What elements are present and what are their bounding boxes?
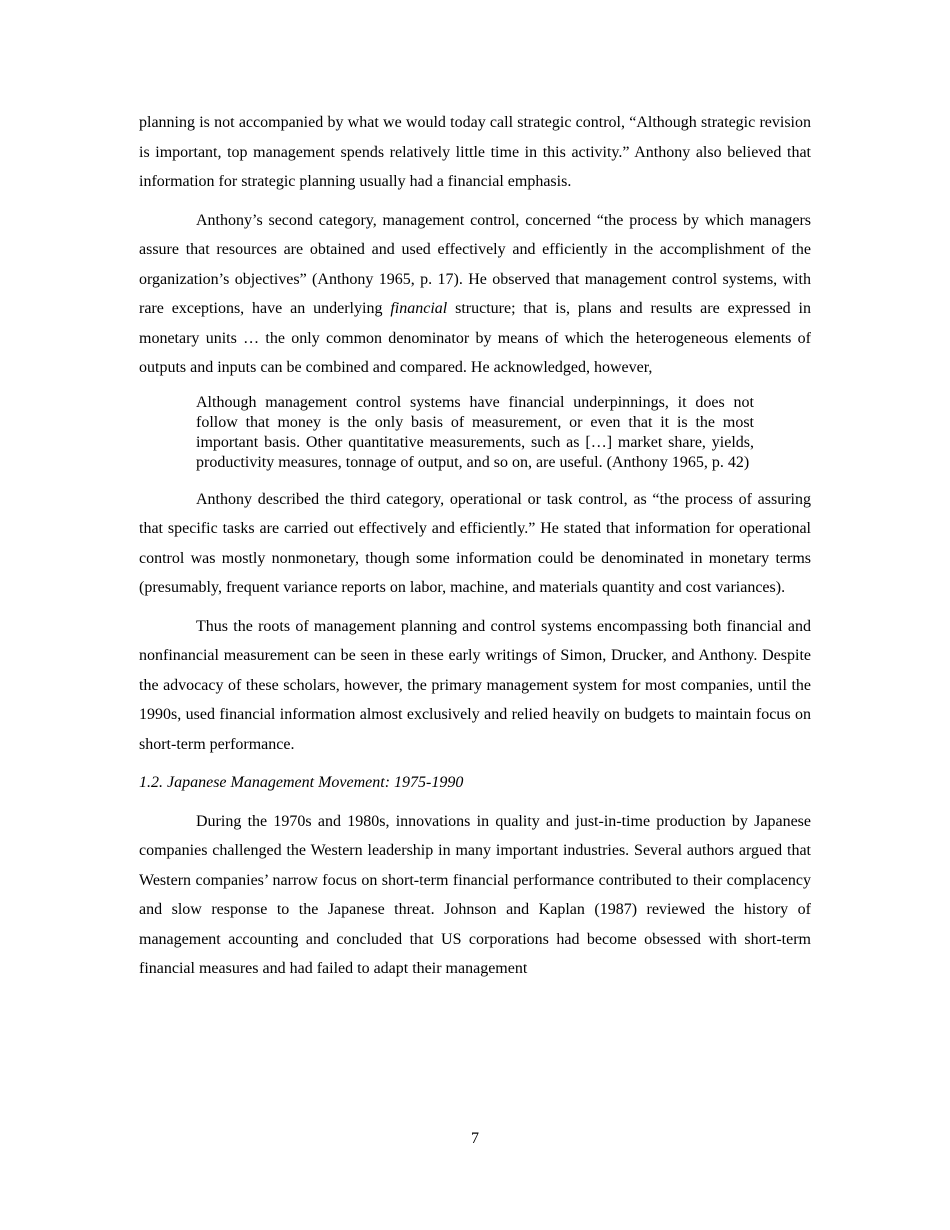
paragraph-text: Anthony’s second category, management control, concerned “the process by which managers assure that resources are obtained and used effectively and efficiently in the accomplishment of the organization’s objectives” (Anthony 1965, p. 17). He observed that management control systems, with rare exceptions, have an underlying — [139, 211, 811, 317]
paragraph-operational-control: Anthony described the third category, operational or task control, as “the process of assuring that specific tasks are carried out effectively and efficiently.” He stated that information for operational control was mostly nonmonetary, though some information could be denominated in monetary terms (presumably, frequent variance reports on labor, machine, and materials quantity and cost variances). — [139, 490, 811, 596]
paragraph-roots: Thus the roots of management planning and control systems encompassing both financial and nonfinancial measurement can be seen in these early writings of Simon, Drucker, and Anthony. Despite the advocacy of these scholars, however, the primary management system for most companies, until the 1990s, used financial information almost exclusively and relied heavily on budgets to maintain focus on short-term performance. — [139, 617, 811, 753]
paragraph-management-control — [139, 206, 811, 383]
paragraph-japanese-movement: During the 1970s and 1980s, innovations in quality and just-in-time production by Japanese companies challenged the Western leadership in many important industries. Several authors argued that Western companies’ narrow focus on short-term financial performance contributed to their complacency and slow response to the Japanese threat. Johnson and Kaplan (1987) reviewed the history of management accounting and concluded that US corporations had become obsessed with short-term financial measures and had failed to adapt their management — [139, 812, 811, 977]
block-quote: Although management control systems have financial underpinnings, it does not follow that money is the only basis of measurement, or even that it is the most important basis. Other quantitative measurements, such as […] market share, yields, productivity measures, tonnage of output, and so on, are useful. (Anthony 1965, p. 42) — [196, 393, 754, 471]
section-heading: 1.2. Japanese Management Movement: 1975-1990 — [139, 774, 464, 791]
document-page — [139, 108, 811, 984]
paragraph-continuation: planning is not accompanied by what we would today call strategic control, “Although strategic revision is important, top management spends relatively little time in this activity.” Anthony also believed that information for strategic planning usually had a financial emphasis. — [139, 114, 811, 190]
emphasis-financial: financial — [390, 300, 448, 317]
paragraph-text: structure; that is, plans and results are expressed in monetary units … the only common denominator by means of which the heterogeneous elements of outputs and inputs can be combined and compared. He acknowledged, however, — [139, 300, 812, 376]
page-number: 7 — [471, 1130, 479, 1147]
